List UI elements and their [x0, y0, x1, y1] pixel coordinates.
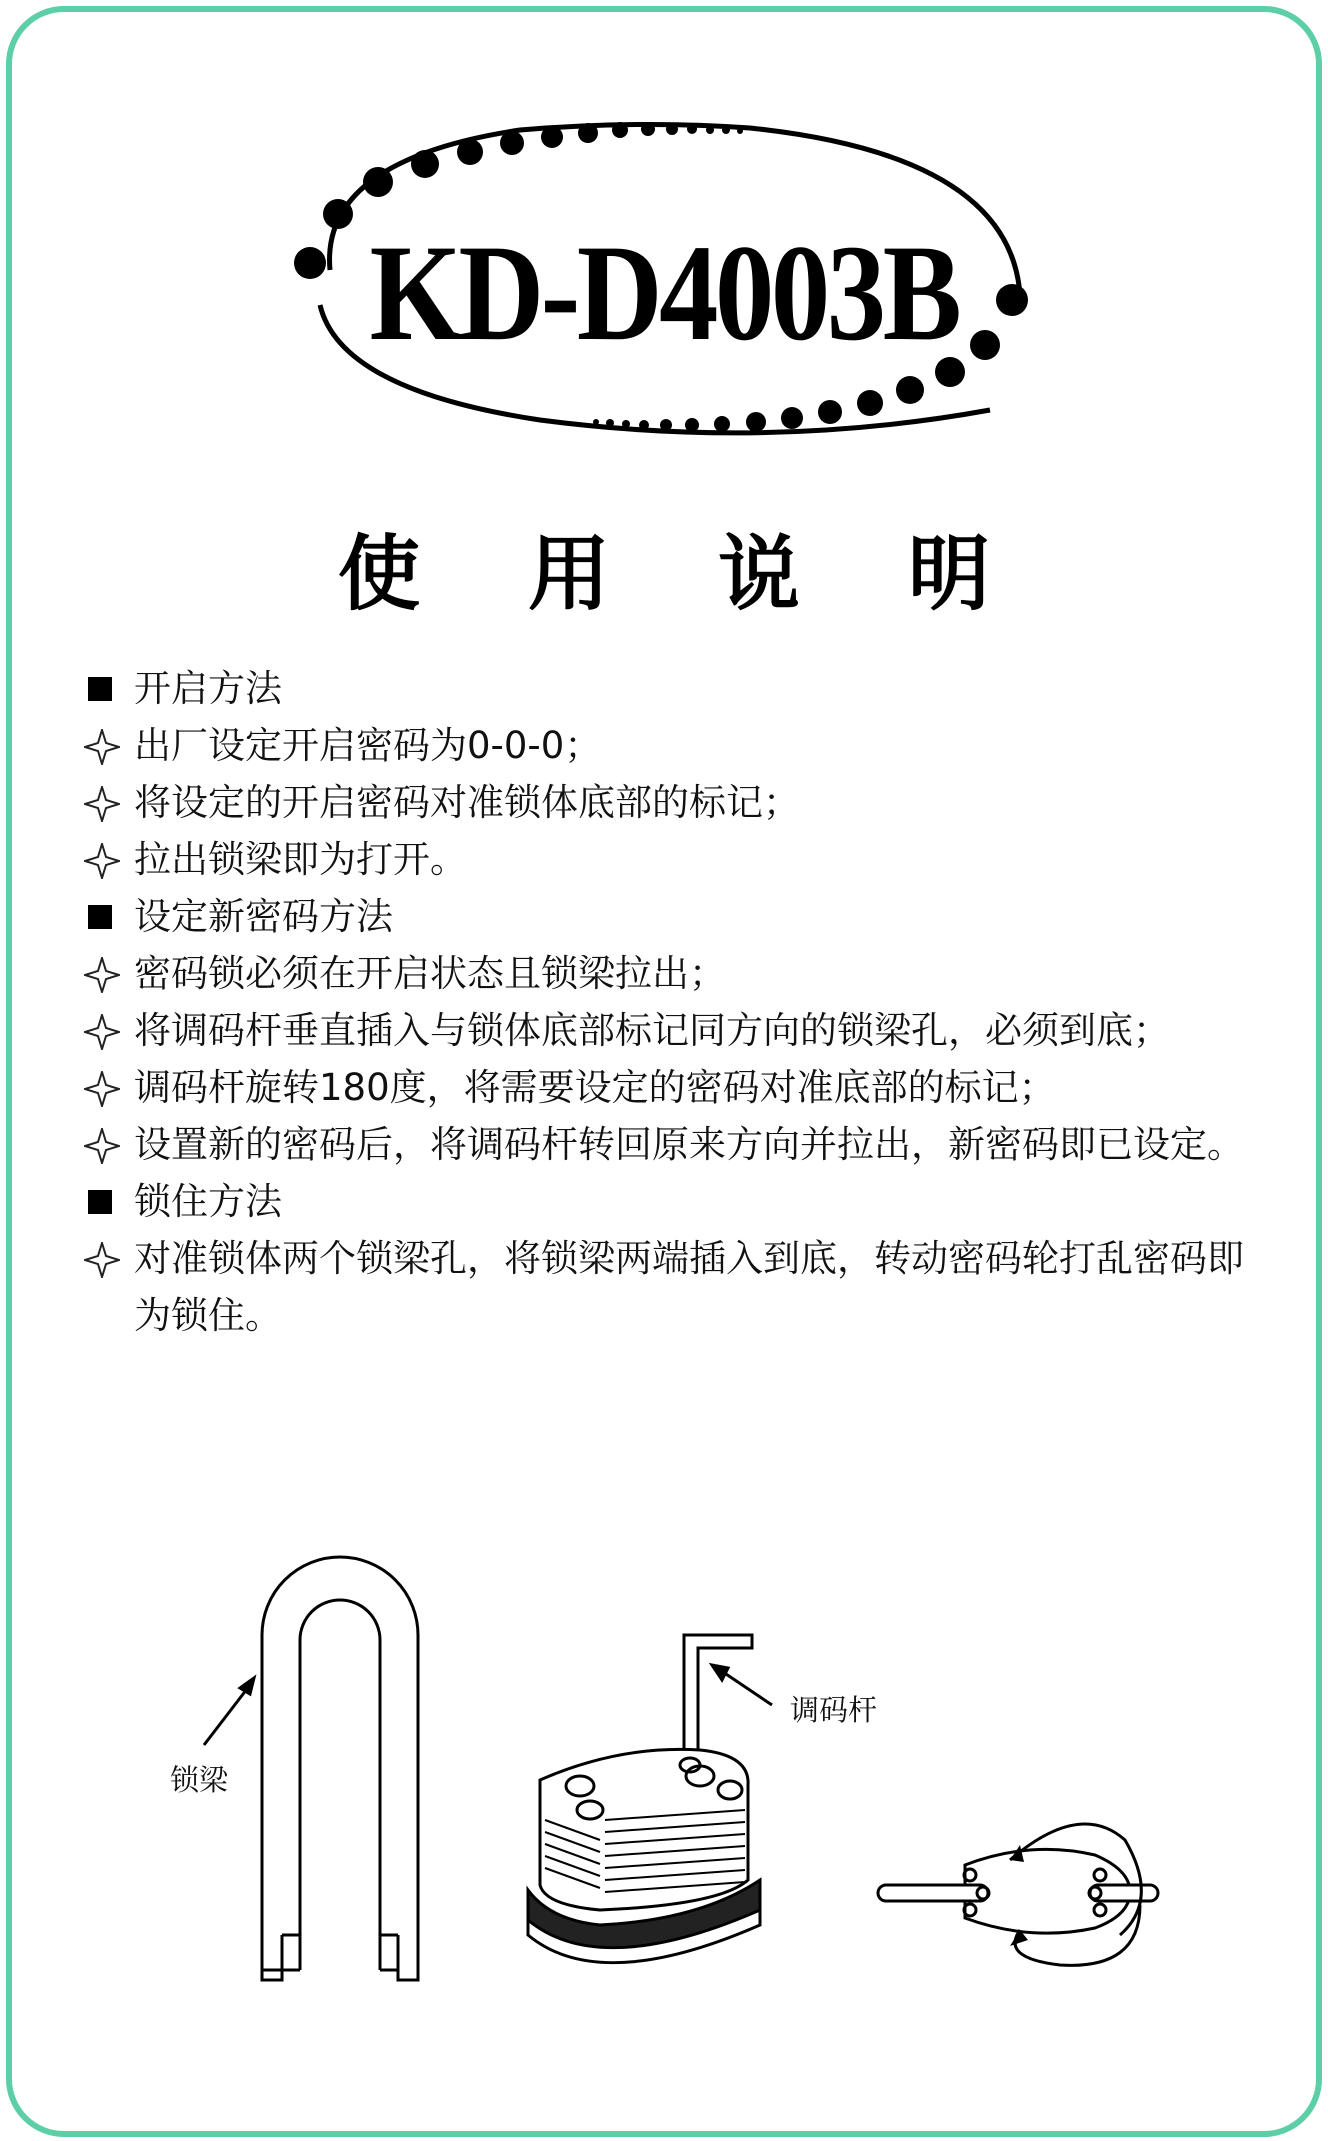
shackle-drawing [262, 1557, 418, 1980]
four-point-star-icon [84, 957, 120, 993]
shackle-arrow [204, 1678, 254, 1745]
shackle-label: 锁梁 [170, 1763, 229, 1797]
manual-heading: 使用说明 [337, 527, 1098, 622]
four-point-star-icon [84, 786, 120, 822]
list-item: 将设定的开启密码对准锁体底部的标记； [84, 774, 1264, 831]
list-item: 对准锁体两个锁梁孔，将锁梁两端插入到底，转动密码轮打乱密码即为锁住。 [84, 1230, 1264, 1344]
list-item: 设置新的密码后，将调码杆转回原来方向并拉出，新密码即已设定。 [84, 1116, 1264, 1173]
four-point-star-icon [84, 1128, 120, 1164]
list-item: 密码锁必须在开启状态且锁梁拉出； [84, 945, 1264, 1002]
four-point-star-icon [84, 843, 120, 879]
black-square-icon [84, 660, 124, 717]
four-point-star-icon [84, 729, 120, 765]
list-item: 出厂设定开启密码为0-0-0； [84, 717, 1264, 774]
rod-drawing [684, 1635, 752, 1755]
list-item: 拉出锁梁即为打开。 [84, 831, 1264, 888]
section-title-open: 开启方法 [84, 660, 1264, 717]
list-item: 将调码杆垂直插入与锁体底部标记同方向的锁梁孔，必须到底； [84, 1002, 1264, 1059]
section-title-lock: 锁住方法 [84, 1173, 1264, 1230]
instructions [84, 660, 1264, 1344]
lock-top-view-drawing [878, 1824, 1158, 1965]
rod-arrow [712, 1665, 772, 1705]
four-point-star-icon [84, 1071, 120, 1107]
black-square-icon [84, 1173, 124, 1230]
four-point-star-icon [84, 1242, 120, 1278]
lock-body-drawing [528, 1749, 760, 1962]
black-square-icon [84, 888, 124, 945]
rod-label: 调码杆 [790, 1693, 878, 1727]
list-item: 调码杆旋转180度，将需要设定的密码对准底部的标记； [84, 1059, 1264, 1116]
four-point-star-icon [84, 1014, 120, 1050]
model-name: KD-D4003B [369, 216, 959, 369]
section-title-set-code: 设定新密码方法 [84, 888, 1264, 945]
lock-diagram [0, 1540, 1328, 2040]
